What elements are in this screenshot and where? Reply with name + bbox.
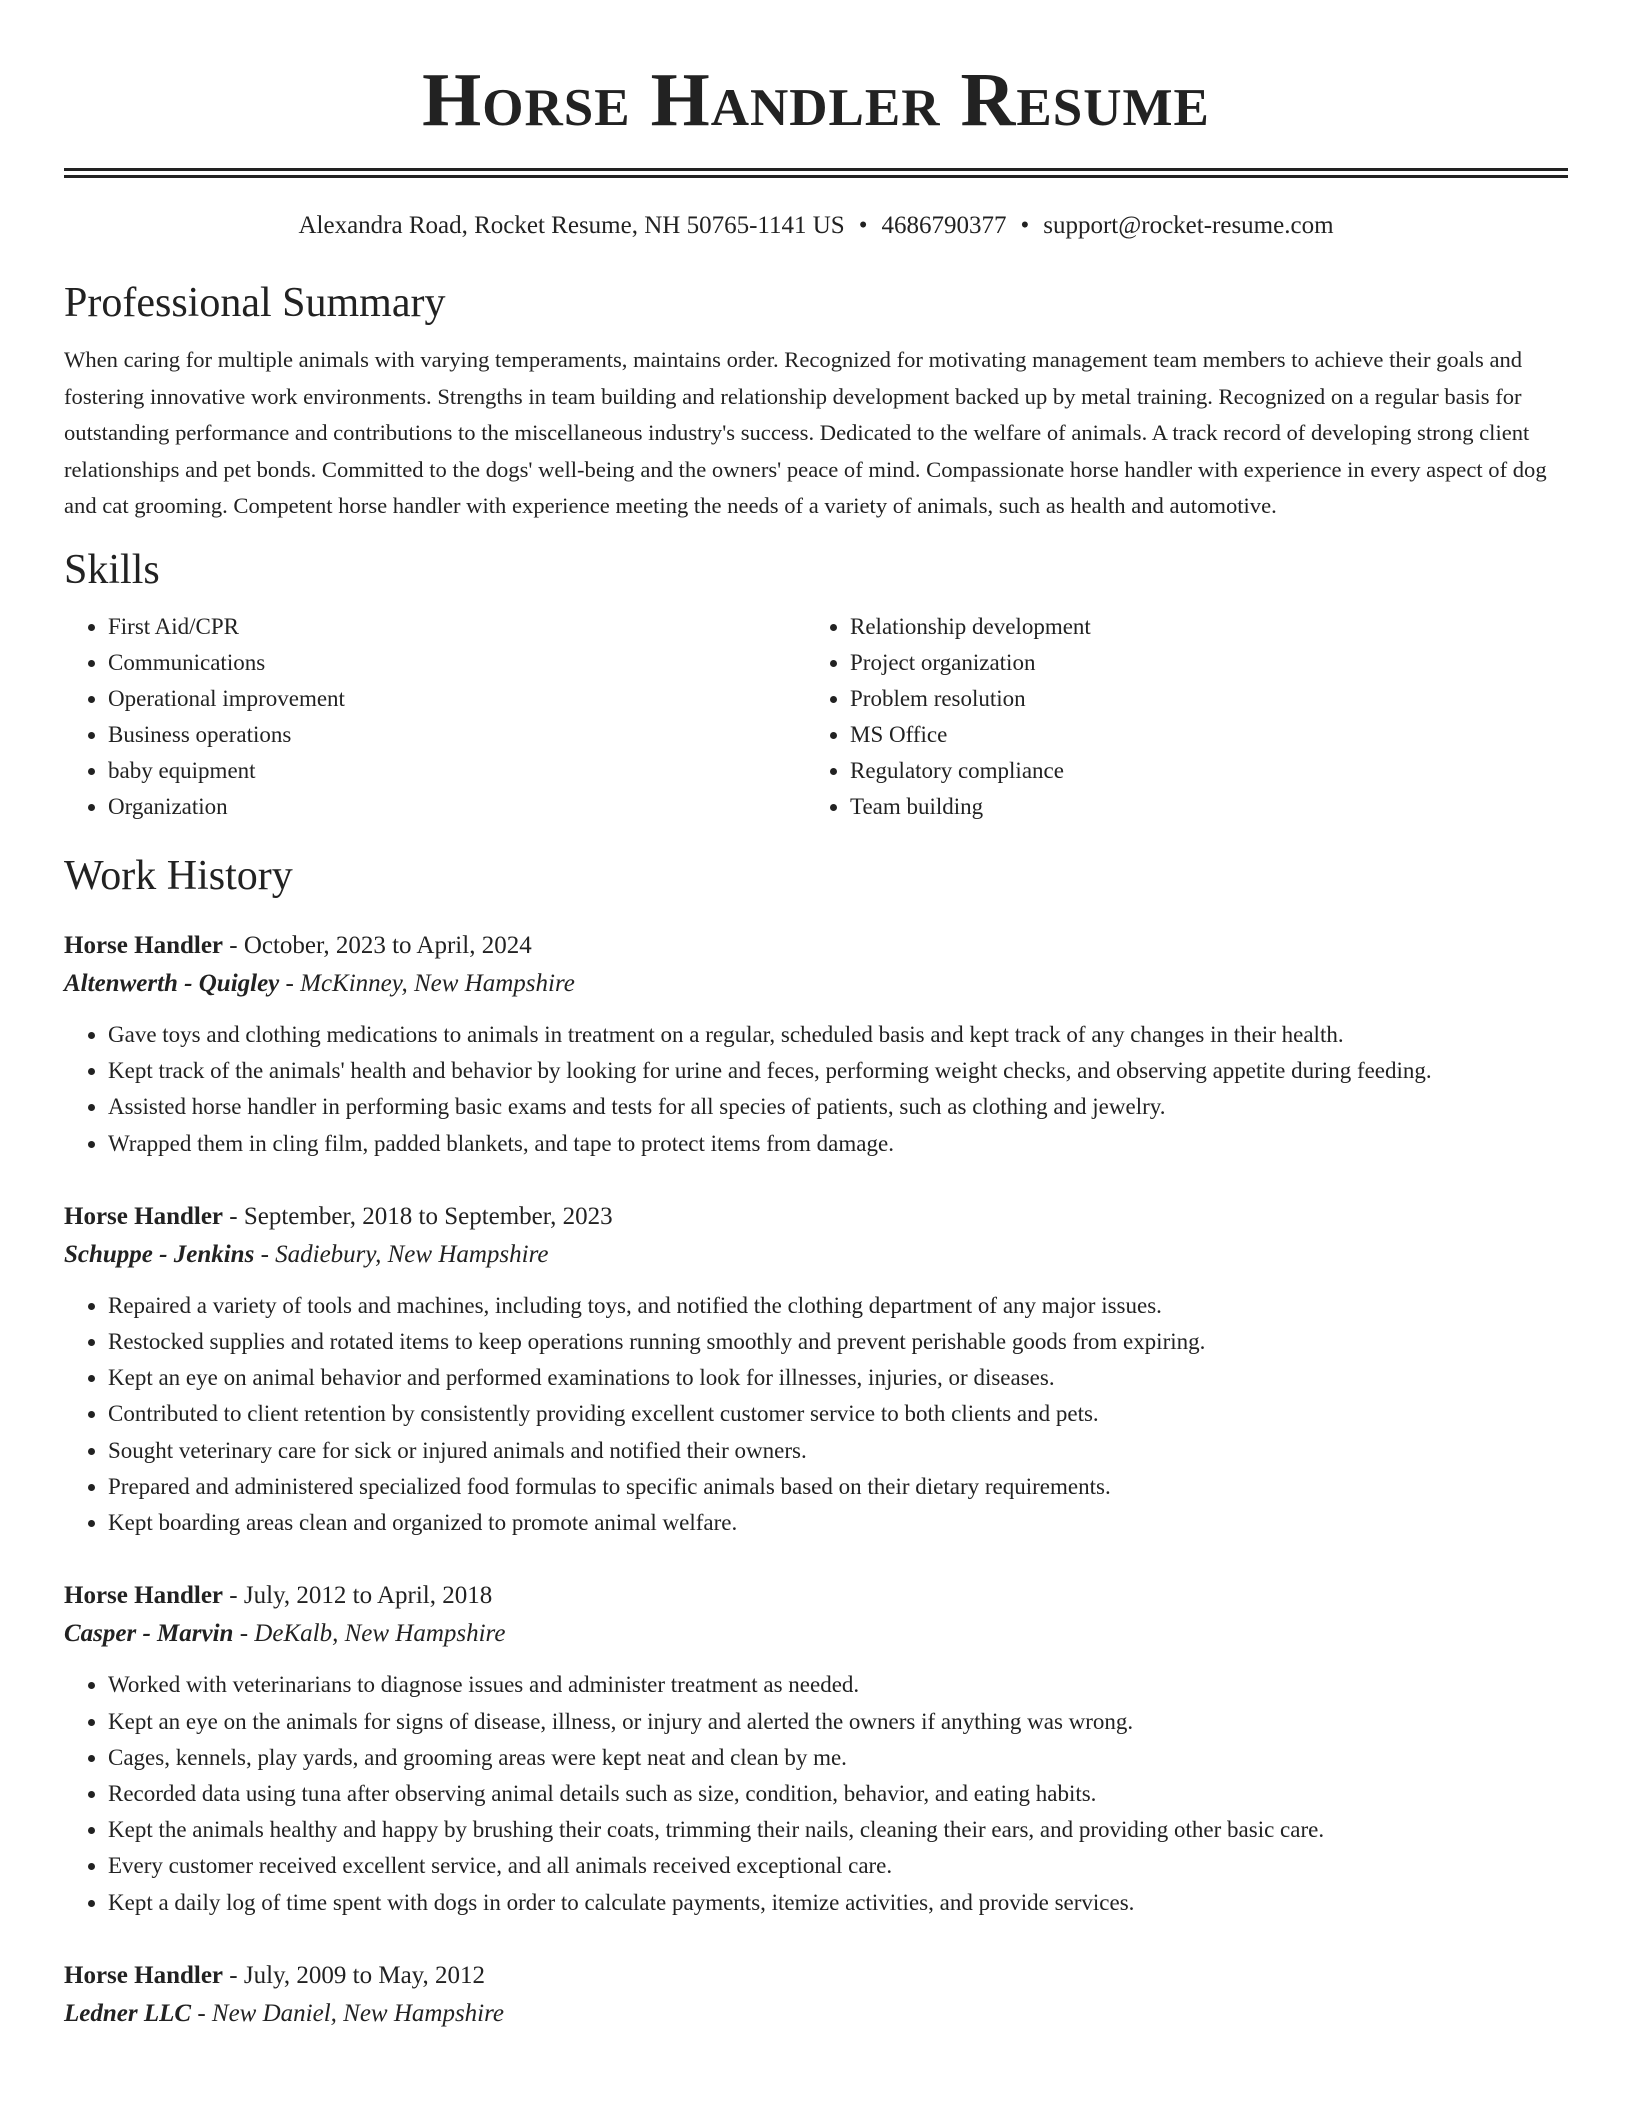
- job-bullet: • Kept a daily log of time spent with dogs in order to calculate payments, itemize activities, and provide services.: [108, 1885, 1568, 1921]
- job-role: Horse Handler: [64, 932, 224, 960]
- job-location: - McKinney, New Hampshire: [279, 970, 575, 998]
- job-entry: [64, 1577, 1568, 1920]
- employer-line: [64, 1995, 1568, 2033]
- work-history-heading: Work History: [64, 852, 293, 899]
- job-bullet: • Kept an eye on the animals for signs of disease, illness, or injury and alerted the owners if anything was wrong.: [108, 1704, 1568, 1740]
- skill-item: • Problem resolution: [850, 681, 1548, 717]
- job-dates: - July, 2009 to May, 2012: [223, 1961, 486, 1989]
- contact-separator: •: [1020, 212, 1030, 239]
- job-bullet: • Kept the animals healthy and happy by brushing their coats, trimming their nails, cleaning their ears, and providing other basic care.: [108, 1812, 1568, 1848]
- title-double-rule: [64, 168, 1568, 178]
- skill-item: • Operational improvement: [108, 681, 806, 717]
- job-title-line: [64, 1957, 1568, 1995]
- job-title-line: [64, 1198, 1568, 1236]
- skill-item: • Communications: [108, 645, 806, 681]
- skills-heading: Skills: [64, 546, 160, 593]
- job-bullet: • Sought veterinary care for sick or injured animals and notified their owners.: [108, 1433, 1568, 1469]
- contact-email: support@rocket-resume.com: [1043, 212, 1334, 239]
- job-dates: - September, 2018 to September, 2023: [223, 1202, 613, 1230]
- contact-address: Alexandra Road, Rocket Resume, NH 50765-1141 US: [298, 212, 845, 239]
- job-bullet: • Worked with veterinarians to diagnose issues and administer treatment as needed.: [108, 1667, 1568, 1703]
- job-bullet: • Prepared and administered specialized food formulas to specific animals based on their dietary requirements.: [108, 1469, 1568, 1505]
- job-role: Horse Handler: [64, 1961, 224, 1989]
- job-role: Horse Handler: [64, 1582, 224, 1610]
- skills-left-column: [64, 609, 806, 825]
- job-bullet: • Kept boarding areas clean and organized to promote animal welfare.: [108, 1505, 1568, 1541]
- job-bullet: • Kept an eye on animal behavior and performed examinations to look for illnesses, injuries, or diseases.: [108, 1360, 1568, 1396]
- job-title-line: [64, 927, 1568, 965]
- job-location: - Sadiebury, New Hampshire: [254, 1240, 549, 1268]
- job-bullet: • Contributed to client retention by consistently providing excellent customer service to both clients and pets.: [108, 1396, 1568, 1432]
- job-entry: [64, 927, 1568, 1162]
- job-bullet: • Every customer received excellent service, and all animals received exceptional care.: [108, 1848, 1568, 1884]
- job-dates: - October, 2023 to April, 2024: [223, 932, 532, 960]
- job-bullet: • Gave toys and clothing medications to animals in treatment on a regular, scheduled basis and kept track of any changes in their health.: [108, 1017, 1568, 1053]
- skill-item: • Organization: [108, 789, 806, 825]
- skill-item: • Regulatory compliance: [850, 753, 1548, 789]
- job-bullet: • Repaired a variety of tools and machines, including toys, and notified the clothing department of any major issues.: [108, 1288, 1568, 1324]
- job-bullet: • Restocked supplies and rotated items to keep operations running smoothly and prevent perishable goods from expiring.: [108, 1324, 1568, 1360]
- employer-line: [64, 1236, 1568, 1274]
- skill-item: • Team building: [850, 789, 1548, 825]
- contact-separator: •: [858, 212, 868, 239]
- job-location: - DeKalb, New Hampshire: [233, 1620, 506, 1648]
- job-company: Casper - Marvin: [64, 1620, 234, 1648]
- skills-right-column: [806, 609, 1548, 825]
- skill-item: • baby equipment: [108, 753, 806, 789]
- job-bullet: • Wrapped them in cling film, padded blankets, and tape to protect items from damage.: [108, 1126, 1568, 1162]
- job-bullet: • Recorded data using tuna after observing animal details such as size, condition, behavior, and eating habits.: [108, 1776, 1568, 1812]
- summary-text: When caring for multiple animals with varying temperaments, maintains order. Recognized for motivating management team members to achieve their goals and fostering innovative work environments. Strengths in team building and relationship development backed up by metal training. Recognized on a regular basis for outstanding performance and contributions to the miscellaneous industry's success. Dedicated to the welfare of animals. A track record of developing strong client relationships and pet bonds. Committed to the dogs' well-being and the owners' peace of mind. Compassionate horse handler with experience in every aspect of dog and cat grooming. Competent horse handler with experience meeting the needs of a variety of animals, such as health and automotive.: [64, 347, 1547, 519]
- job-dates: - July, 2012 to April, 2018: [223, 1582, 493, 1610]
- job-role: Horse Handler: [64, 1202, 224, 1230]
- resume-title: Horse Handler Resume: [422, 58, 1210, 142]
- job-company: Altenwerth - Quigley: [64, 970, 280, 998]
- job-title-line: [64, 1577, 1568, 1615]
- job-company: Schuppe - Jenkins: [64, 1240, 255, 1268]
- job-bullets: [64, 1667, 1568, 1920]
- job-entry: [64, 1198, 1568, 1541]
- contact-phone: 4686790377: [881, 212, 1007, 239]
- summary-heading: Professional Summary: [64, 280, 446, 326]
- employer-line: [64, 965, 1568, 1003]
- skill-item: • MS Office: [850, 717, 1548, 753]
- job-company: Ledner LLC: [64, 1999, 192, 2027]
- skill-item: • First Aid/CPR: [108, 609, 806, 645]
- job-bullet: • Cages, kennels, play yards, and grooming areas were kept neat and clean by me.: [108, 1740, 1568, 1776]
- contact-line: [64, 212, 1568, 240]
- skill-item: • Project organization: [850, 645, 1548, 681]
- skills-grid: [64, 609, 1568, 825]
- job-bullets: [64, 1288, 1568, 1541]
- job-bullet: • Assisted horse handler in performing basic exams and tests for all species of patients, such as clothing and jewelry.: [108, 1089, 1568, 1125]
- skill-item: • Relationship development: [850, 609, 1548, 645]
- job-bullets: [64, 1017, 1568, 1162]
- job-location: - New Daniel, New Hampshire: [191, 1999, 505, 2027]
- skill-item: • Business operations: [108, 717, 806, 753]
- job-bullet: • Kept track of the animals' health and behavior by looking for urine and feces, performing weight checks, and observing appetite during feeding.: [108, 1053, 1568, 1089]
- employer-line: [64, 1615, 1568, 1653]
- job-entry: [64, 1957, 1568, 2033]
